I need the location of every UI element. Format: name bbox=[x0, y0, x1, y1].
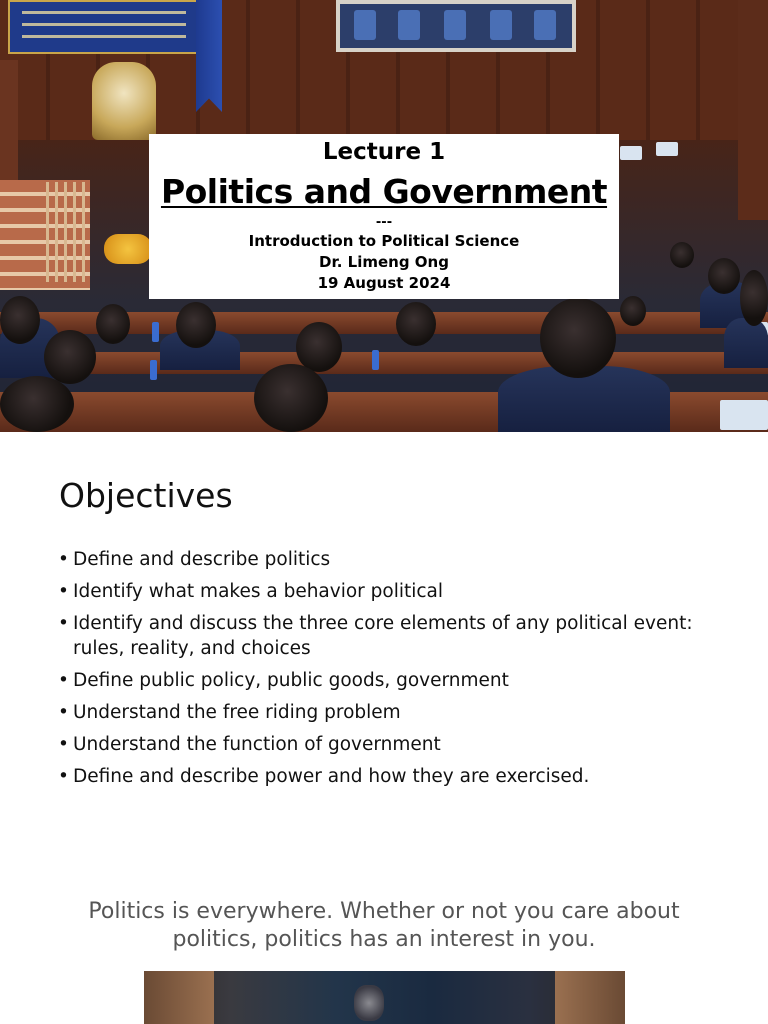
person-head bbox=[296, 322, 342, 372]
title-separator: --- bbox=[375, 215, 393, 230]
person-head bbox=[740, 270, 768, 326]
khmer-banner bbox=[8, 0, 200, 54]
person-head bbox=[670, 242, 694, 268]
person-head bbox=[176, 302, 216, 348]
laptop-icon bbox=[656, 142, 678, 156]
pillar-right bbox=[738, 0, 768, 220]
flower-arrangement bbox=[104, 234, 152, 264]
person-head bbox=[540, 298, 616, 378]
list-item: • Identify what makes a behavior political bbox=[58, 580, 718, 605]
slide-photo bbox=[144, 971, 625, 1024]
list-item: • Define and describe power and how they are exercised. bbox=[58, 765, 718, 790]
water-bottle-icon bbox=[152, 322, 159, 342]
throne-chair bbox=[92, 62, 156, 140]
stair-railing bbox=[46, 182, 88, 282]
person bbox=[724, 318, 768, 368]
course-name: Introduction to Political Science bbox=[248, 232, 520, 250]
desk-row bbox=[0, 352, 768, 374]
person-head bbox=[0, 296, 40, 344]
video-screen bbox=[336, 0, 576, 52]
objectives-list bbox=[58, 548, 718, 797]
title-card bbox=[149, 134, 619, 299]
flag-icon bbox=[196, 0, 222, 112]
photo-figure bbox=[555, 971, 625, 1024]
quote-text: Politics is everywhere. Whether or not you care about politics, politics has an interest in you. bbox=[88, 899, 680, 952]
person-head bbox=[0, 376, 74, 432]
list-item: • Define public policy, public goods, government bbox=[58, 669, 718, 694]
lecture-number: Lecture 1 bbox=[322, 139, 446, 165]
person-head bbox=[44, 330, 96, 384]
laptop-icon bbox=[720, 400, 768, 430]
title-slide bbox=[0, 0, 768, 432]
person-head bbox=[254, 364, 328, 432]
badge-icon bbox=[354, 985, 384, 1021]
list-item: • Identify and discuss the three core elements of any political event: rules, reality, and choices bbox=[58, 612, 718, 661]
list-item: • Understand the function of government bbox=[58, 733, 718, 758]
lecture-date: 19 August 2024 bbox=[317, 274, 451, 292]
water-bottle-icon bbox=[150, 360, 157, 380]
list-item: • Define and describe politics bbox=[58, 548, 718, 573]
instructor-name: Dr. Limeng Ong bbox=[319, 253, 449, 271]
person-head bbox=[96, 304, 130, 344]
photo-figure bbox=[144, 971, 214, 1024]
person-head bbox=[708, 258, 740, 294]
objectives-heading: Objectives bbox=[59, 476, 233, 515]
person-head bbox=[620, 296, 646, 326]
laptop-icon bbox=[620, 146, 642, 160]
water-bottle-icon bbox=[372, 350, 379, 370]
person-head bbox=[396, 302, 436, 346]
list-item: • Understand the free riding problem bbox=[58, 701, 718, 726]
lecture-title: Politics and Government bbox=[160, 172, 608, 211]
